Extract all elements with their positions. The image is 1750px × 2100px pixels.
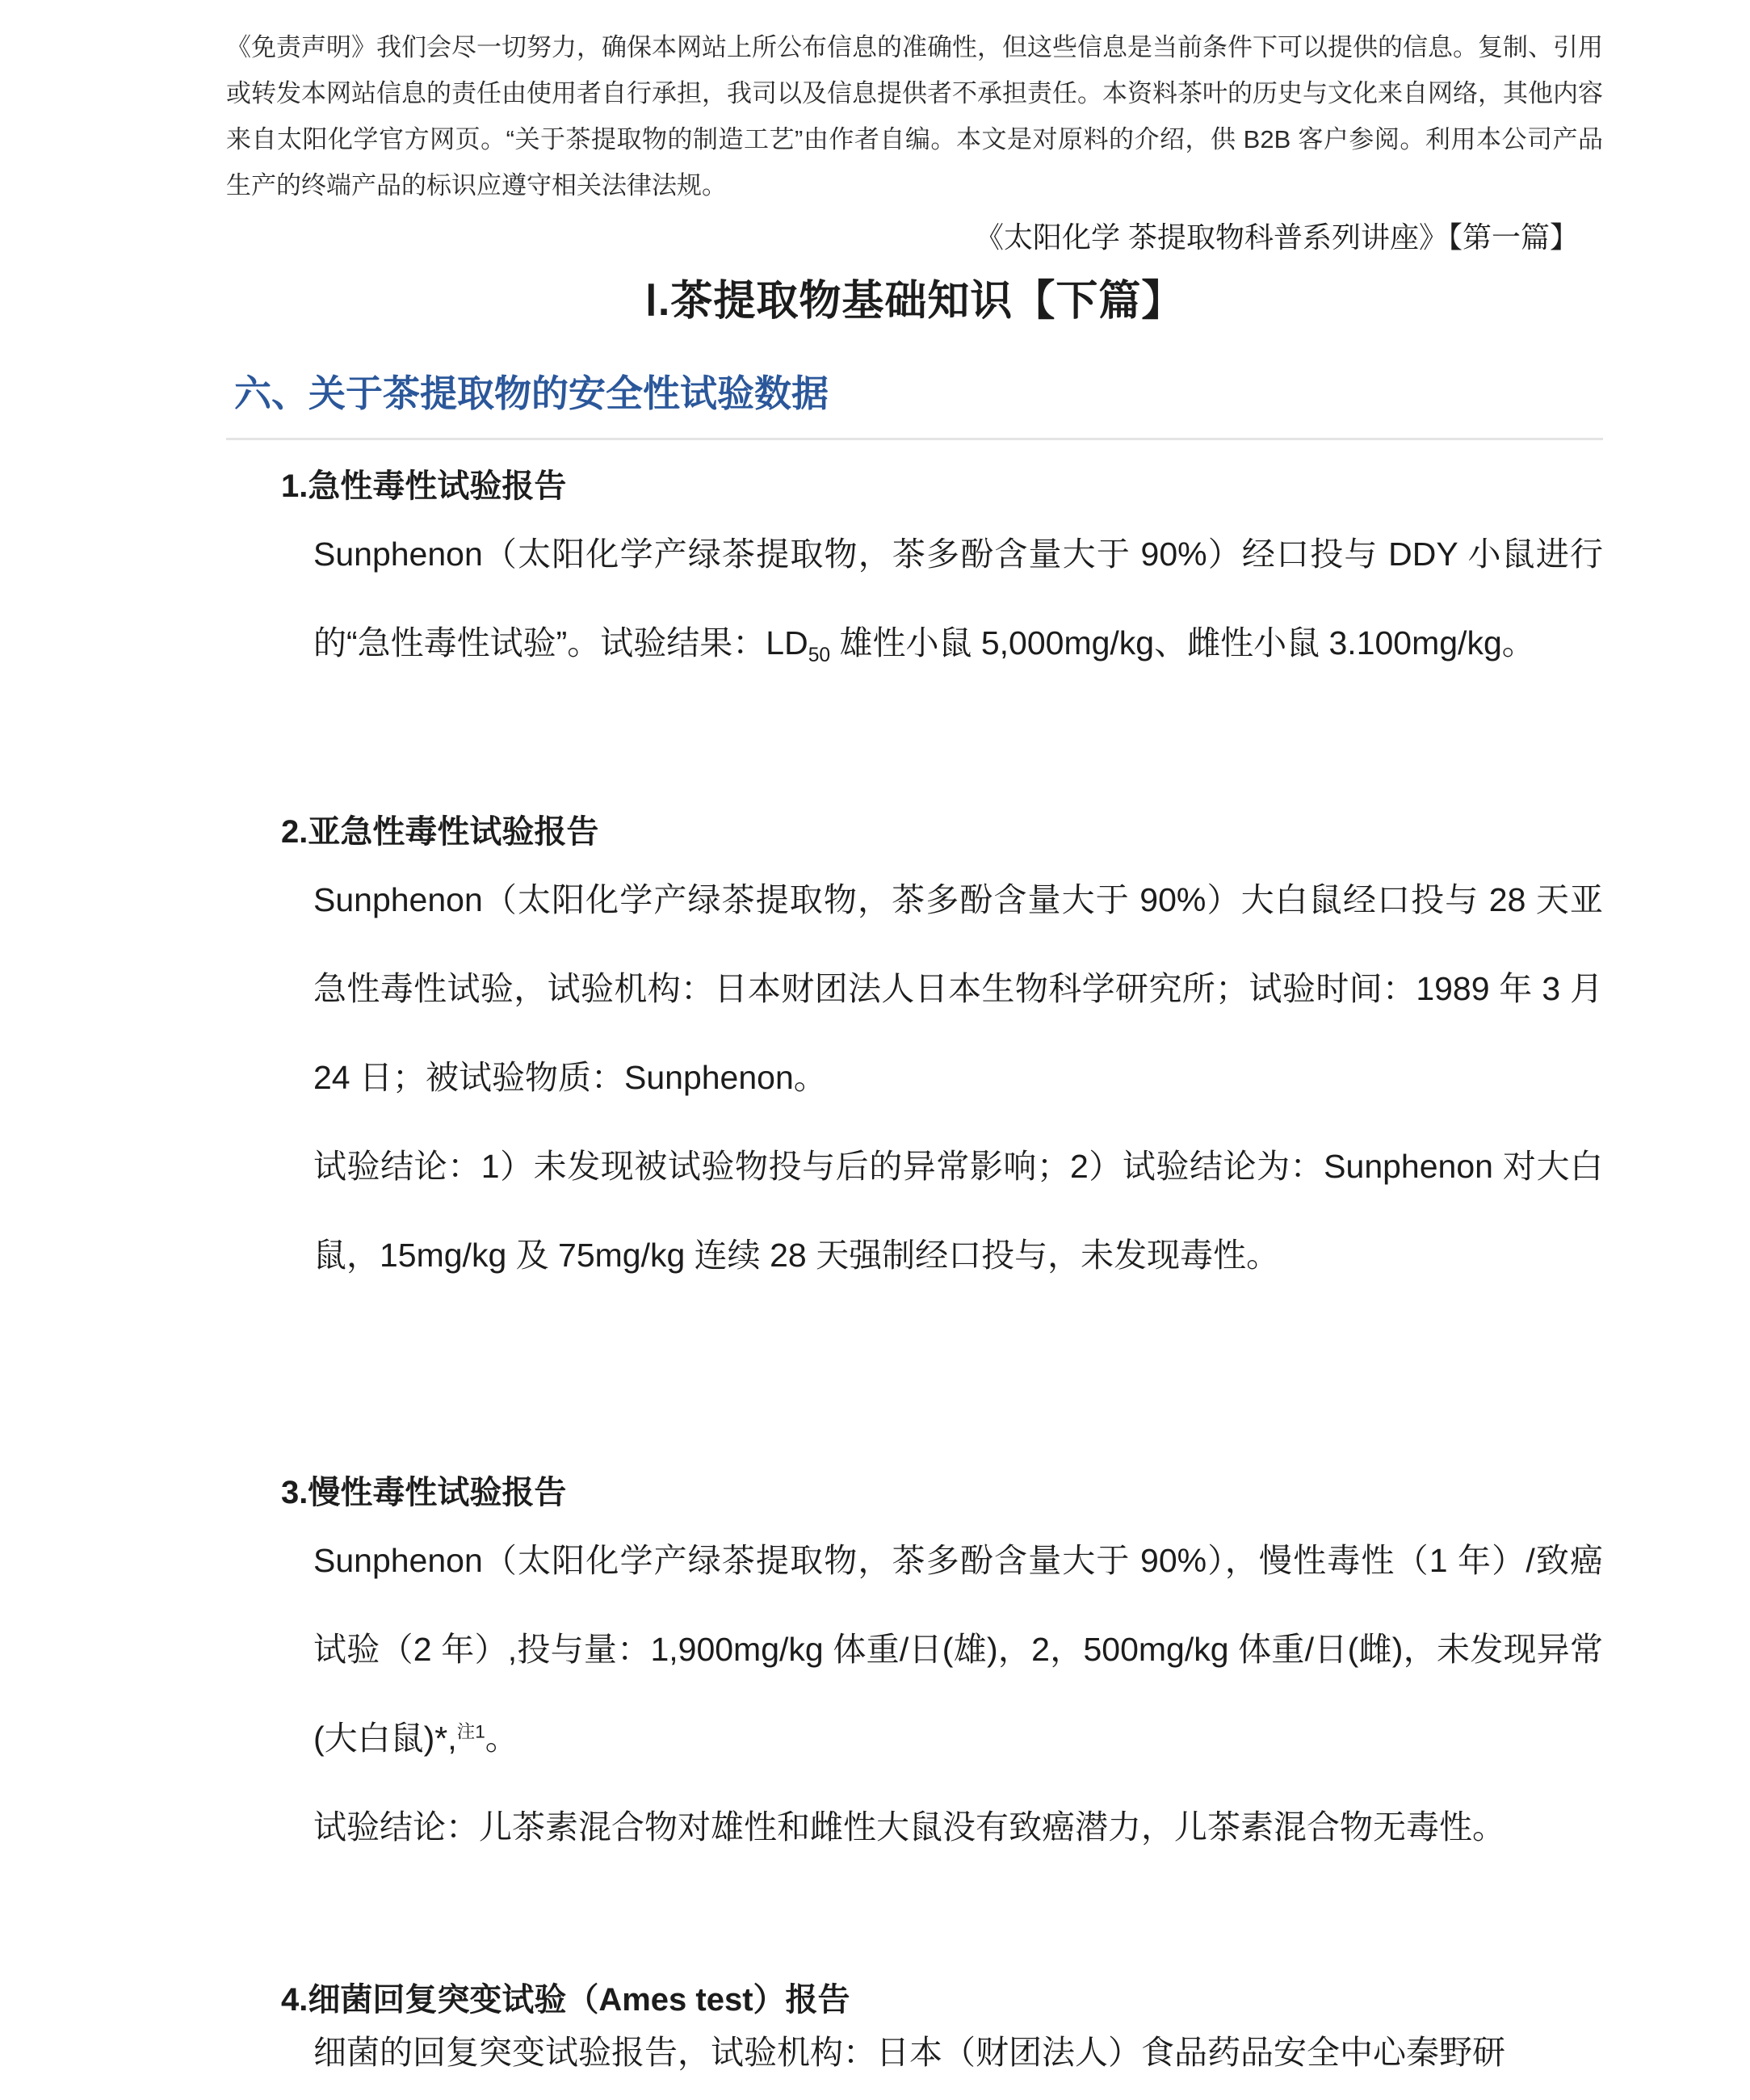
- paragraph-text: 。: [485, 1720, 518, 1757]
- section-ames-test: [226, 1976, 1603, 2081]
- section-3-paragraph-1: [313, 1516, 1603, 1783]
- chapter-heading: 六、关于茶提取物的安全性试验数据: [234, 372, 829, 414]
- paragraph-text: Sunphenon（太阳化学产绿茶提取物，茶多酚含量大于 90%），慢性毒性（1 年）/致癌试验（2 年）,投与量：1,900mg/kg 体重/日(雄)，2，500mg/kg 体重/日(雌)，未发现异常(大白鼠)*,: [313, 1542, 1603, 1757]
- document-title: Ⅰ.茶提取物基础知识【下篇】: [644, 278, 1185, 325]
- section-acute-toxicity: [226, 463, 1603, 687]
- disclaimer-text: 《免责声明》我们会尽一切努力，确保本网站上所公布信息的准确性，但这些信息是当前条件下可以提供的信息。复制、引用或转发本网站信息的责任由使用者自行承担，我司以及信息提供者不承担责任。本资料茶叶的历史与文化来自网络，其他内容来自太阳化学官方网页。“关于茶提取物的制造工艺”由作者自编。本文是对原料的介绍，供 B2B 客户参阅。利用本公司产品生产的终端产品的标识应遵守相关法律法规。: [226, 33, 1603, 200]
- footnote-reference: 注1: [456, 1721, 485, 1742]
- section-2-heading: 2.亚急性毒性试验报告: [281, 814, 599, 850]
- section-2-paragraph-1: Sunphenon（太阳化学产绿茶提取物，茶多酚含量大于 90%）大白鼠经口投与 28 天亚急性毒性试验，试验机构：日本财团法人日本生物科学研究所；试验时间：1989 年 3 月 24 日；被试验物质：Sunphenon。: [313, 881, 1603, 1096]
- heading-divider: [226, 438, 1603, 440]
- section-3-heading: 3.慢性毒性试验报告: [281, 1475, 567, 1510]
- section-4-paragraph-1: 细菌的回复突变试验报告，试验机构：日本（财团法人）食品药品安全中心秦野研: [313, 2034, 1505, 2071]
- section-3-paragraph-2: 试验结论：儿茶素混合物对雄性和雌性大鼠没有致癌潜力，儿茶素混合物无毒性。: [313, 1808, 1505, 1846]
- section-chronic-toxicity: [226, 1469, 1603, 1871]
- section-1-heading: 1.急性毒性试验报告: [281, 468, 567, 504]
- section-2-paragraph-2: 试验结论：1）未发现被试验物投与后的异常影响；2）试验结论为：Sunphenon 对大白鼠，15mg/kg 及 75mg/kg 连续 28 天强制经口投与，未发现毒性。: [313, 1148, 1603, 1274]
- paragraph-text: Sunphenon（太阳化学产绿茶提取物，茶多酚含量大于 90%）经口投与 DDY 小鼠进行的“急性毒性试验”。试验结果：LD: [313, 536, 1603, 662]
- paragraph-text: 雄性小鼠 5,000mg/kg、雌性小鼠 3.100mg/kg。: [830, 624, 1535, 662]
- section-subacute-toxicity: [226, 808, 1603, 1300]
- series-title: 《太阳化学 茶提取物科普系列讲座》【第一篇】: [974, 220, 1579, 254]
- ld50-subscript: 50: [808, 645, 831, 667]
- section-1-paragraph: [313, 510, 1603, 687]
- section-4-heading: 4.细菌回复突变试验（Ames test）报告: [281, 1982, 850, 2018]
